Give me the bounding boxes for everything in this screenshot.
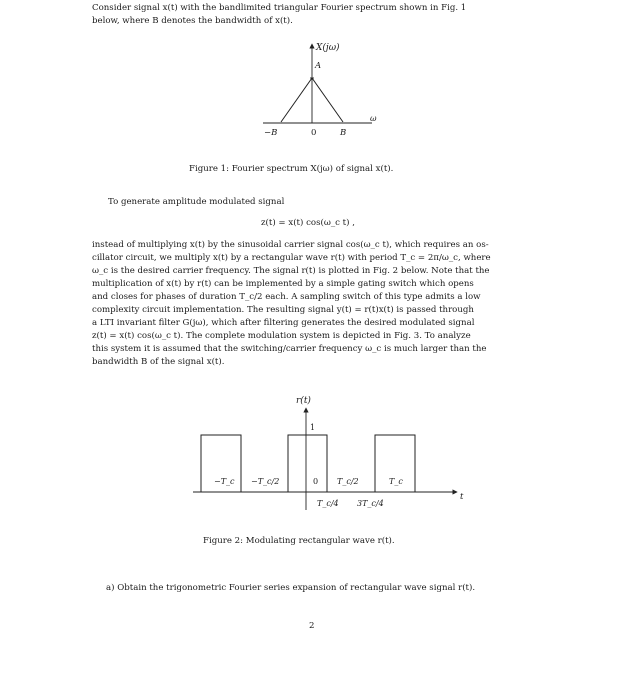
fig1-tick-zero: 0 — [311, 128, 317, 138]
body-line-1: instead of multiplying x(t) by the sinusoidal carrier signal cos(ω_c t), which requires an os- — [92, 240, 489, 250]
body-lead: To generate amplitude modulated signal — [108, 197, 285, 207]
fig2-amplitude-label: 1 — [310, 423, 316, 432]
body-line-2: cillator circuit, we multiply x(t) by a rectangular wave r(t) with period T_c = 2π/ω_c, where — [92, 253, 491, 263]
body-line-5: and closes for phases of duration T_c/2 each. A sampling switch of this type admits a low — [92, 292, 481, 302]
figure-1-caption: Figure 1: Fourier spectrum X(jω) of signal x(t). — [189, 164, 394, 174]
fig2-ylabel: r(t) — [296, 396, 311, 406]
body-line-8: z(t) = x(t) cos(ω_c t). The complete modulation system is depicted in Fig. 3. To analyze — [92, 331, 471, 341]
fig2-tick-neg-tc: −T_c — [214, 477, 235, 486]
body-line-4: multiplication of x(t) by r(t) can be implemented by a simple gating switch which opens — [92, 279, 474, 289]
intro-line-1: Consider signal x(t) with the bandlimited triangular Fourier spectrum shown in Fig. 1 — [92, 3, 467, 13]
fig2-tick-quarter-tc: T_c/4 — [317, 499, 339, 508]
fig1-xlabel: ω — [370, 114, 377, 123]
body-line-6: complexity circuit implementation. The resulting signal y(t) = r(t)x(t) is passed through — [92, 305, 474, 315]
body-line-7: a LTI invariant filter G(jω), which after filtering generates the desired modulated signal — [92, 318, 475, 328]
fig2-tick-neg-half-tc: −T_c/2 — [251, 477, 280, 486]
intro-line-2: below, where B denotes the bandwidth of x(t). — [92, 16, 293, 26]
fig2-tick-three-quarter-tc: 3T_c/4 — [357, 499, 384, 508]
body-line-9: this system it is assumed that the switching/carrier frequency ω_c is much larger than the — [92, 344, 487, 354]
fig2-pulse-zero — [288, 435, 327, 492]
body-line-10: bandwidth B of the signal x(t). — [92, 357, 225, 367]
fig2-tick-zero: 0 — [313, 477, 319, 486]
body-line-3: ω_c is the desired carrier frequency. The signal r(t) is plotted in Fig. 2 below. Note that the — [92, 266, 490, 276]
fig1-ylabel: X(jω) — [316, 43, 340, 53]
fig2-tick-tc: T_c — [389, 477, 403, 486]
page-number: 2 — [309, 621, 315, 631]
figure-2-caption: Figure 2: Modulating rectangular wave r(t). — [203, 536, 395, 546]
fig1-tick-neg-b: −B — [264, 128, 278, 138]
fig2-tick-half-tc: T_c/2 — [337, 477, 359, 486]
fig2-xlabel: t — [460, 492, 464, 502]
fig1-tick-b: B — [340, 128, 347, 138]
question-a: a) Obtain the trigonometric Fourier series expansion of rectangular wave signal r(t). — [106, 583, 476, 593]
fig1-peak-label: A — [315, 61, 322, 71]
equation-z: z(t) = x(t) cos(ω_c t) , — [261, 218, 355, 228]
